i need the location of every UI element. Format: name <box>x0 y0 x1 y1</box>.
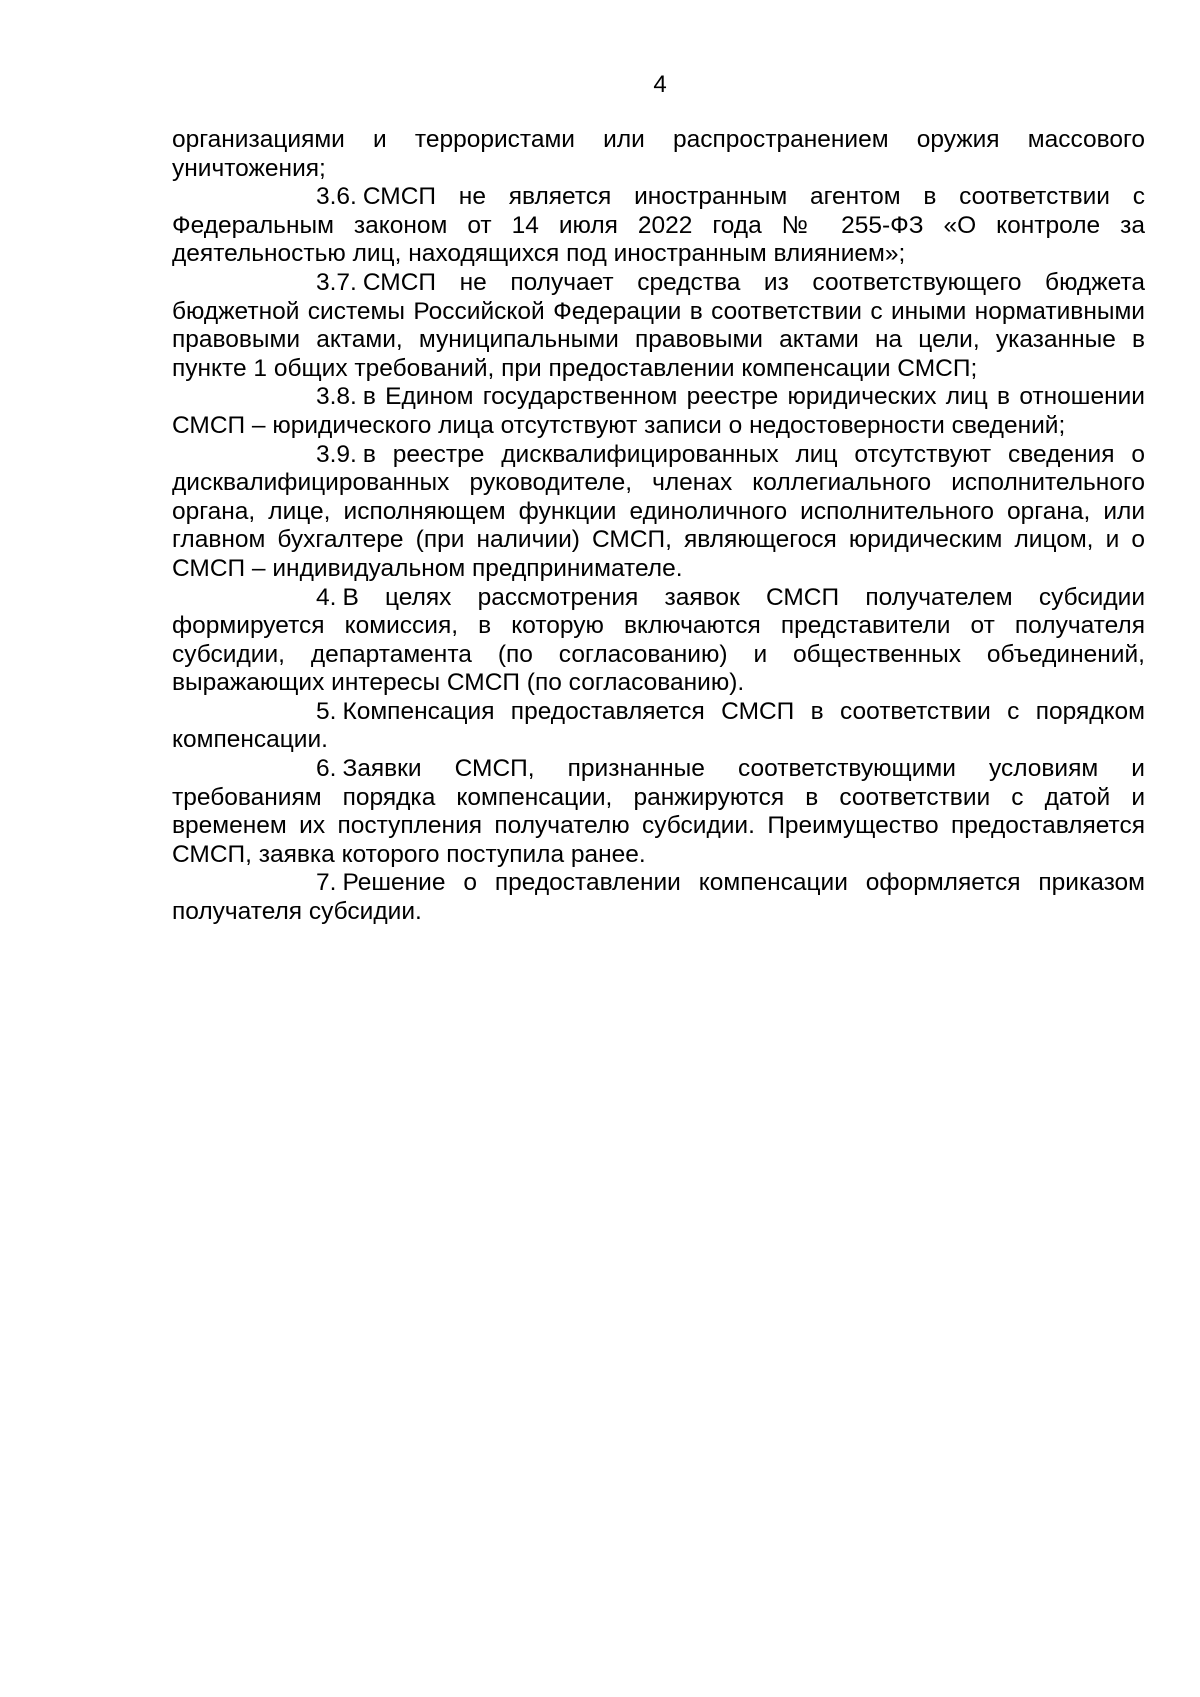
paragraph-number: 6. <box>316 755 337 783</box>
paragraph-text: Заявки СМСП, признанные соответствующими условиям и требованиям порядка компенсации, ранжируются в соответствии с датой и временем их поступления получателю субсидии. Преимущество предоставляется СМСП, заявка которого поступила ранее. <box>172 755 1145 868</box>
paragraph-4 <box>172 584 1145 698</box>
paragraph-3-8 <box>172 383 1145 440</box>
paragraph-text: в Едином государственном реестре юридических лиц в отношении СМСП – юридического лица отсутствуют записи о недостоверности сведений; <box>172 383 1145 439</box>
paragraph-number: 3.7. <box>316 268 357 296</box>
paragraph-text: СМСП не получает средства из соответствующего бюджета бюджетной системы Российской Федерации в соответствии с иными нормативными правовыми актами, муниципальными правовыми актами на цели, указанные в пункте 1 общих требований, при предоставлении компенсации СМСП; <box>172 268 1145 382</box>
paragraph-number: 3.9. <box>316 440 357 468</box>
paragraph-7 <box>172 869 1145 926</box>
paragraph-continuation <box>172 126 1145 183</box>
paragraph-number: 3.8. <box>316 383 357 411</box>
paragraph-text: в реестре дисквалифицированных лиц отсутствуют сведения о дисквалифицированных руководителе, членах коллегиального исполнительного органа, лице, исполняющем функции единоличного исполнительного органа, или главном бухгалтере (при наличии) СМСП, являющегося юридическим лицом, и о СМСП – индивидуальном предпринимателе. <box>172 440 1145 582</box>
paragraph-6 <box>172 755 1145 869</box>
paragraph-text: СМСП не является иностранным агентом в соответствии с Федеральным законом от 14 июля 2022 года № 255-ФЗ «О контроле за деятельностью лиц, находящихся под иностранным влиянием»; <box>172 183 1145 268</box>
paragraph-5 <box>172 698 1145 755</box>
paragraph-number: 7. <box>316 869 337 897</box>
paragraph-text: организациями и террористами или распространением оружия массового уничтожения; <box>172 126 1145 182</box>
page-number: 4 <box>653 71 667 98</box>
paragraph-text: В целях рассмотрения заявок СМСП получателем субсидии формируется комиссия, в которую включаются представители от получателя субсидии, департамента (по согласованию) и общественных объединений, выражающих интересы СМСП (по согласованию). <box>172 583 1145 697</box>
paragraph-text: Решение о предоставлении компенсации оформляется приказом получателя субсидии. <box>172 869 1145 926</box>
paragraph-text: Компенсация предоставляется СМСП в соответствии с порядком компенсации. <box>172 697 1145 754</box>
paragraph-3-6 <box>172 183 1145 269</box>
paragraph-3-7 <box>172 269 1145 383</box>
paragraph-number: 5. <box>316 697 337 725</box>
paragraph-3-9 <box>172 441 1145 584</box>
paragraph-number: 3.6. <box>316 183 357 211</box>
paragraph-number: 4. <box>316 583 337 611</box>
document-body <box>172 126 1145 927</box>
